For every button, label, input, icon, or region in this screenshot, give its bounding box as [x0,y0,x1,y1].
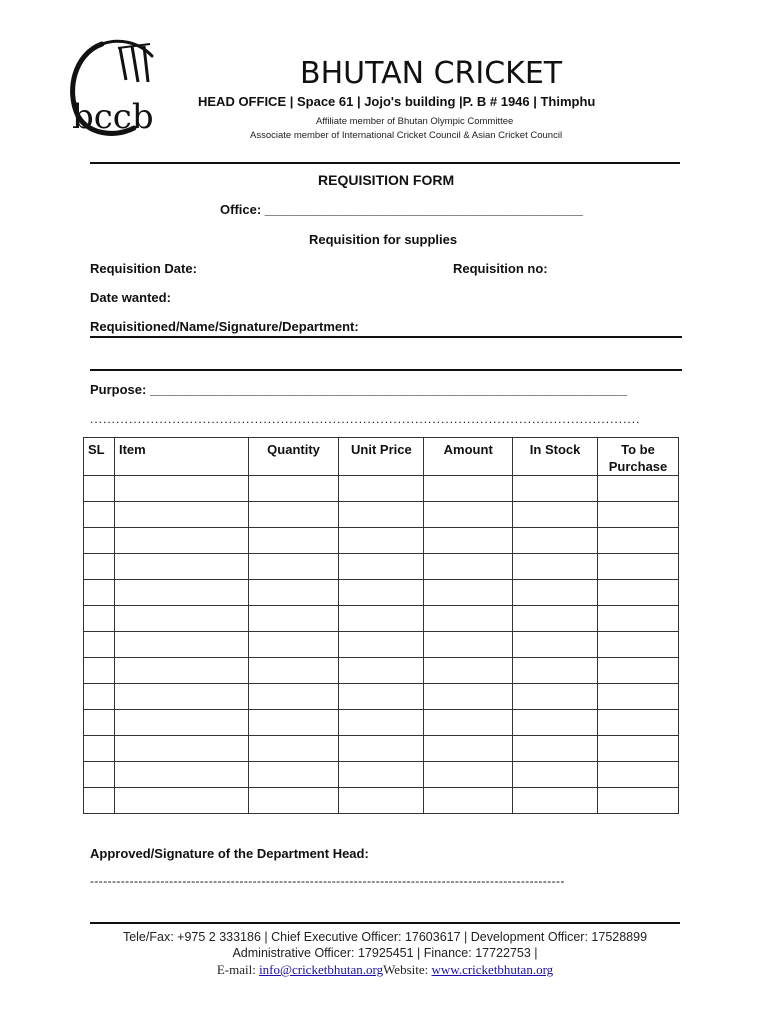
table-cell[interactable] [114,476,248,502]
table-cell[interactable] [424,580,513,606]
table-cell[interactable] [598,580,679,606]
table-row [84,528,679,554]
website-label: Website: [383,962,432,977]
table-cell[interactable] [84,788,115,814]
table-cell[interactable] [598,684,679,710]
table-cell[interactable] [248,684,339,710]
table-cell[interactable] [513,710,598,736]
table-row [84,684,679,710]
table-cell[interactable] [339,476,424,502]
table-cell[interactable] [424,476,513,502]
table-cell[interactable] [84,476,115,502]
table-cell[interactable] [424,710,513,736]
blank-line [90,369,682,371]
table-cell[interactable] [84,762,115,788]
column-header-unit-price: Unit Price [339,438,424,476]
table-cell[interactable] [513,606,598,632]
email-label: E-mail: [216,962,260,977]
email-link[interactable]: info@cricketbhutan.org [259,962,384,977]
table-cell[interactable] [339,502,424,528]
table-cell[interactable] [114,632,248,658]
table-cell[interactable] [424,554,513,580]
table-cell[interactable] [424,658,513,684]
table-cell[interactable] [248,736,339,762]
column-header-to-be-purchase: To be Purchase [598,438,679,476]
table-cell[interactable] [84,710,115,736]
purpose-field: Purpose: __________________________________________________________________ [90,382,628,397]
table-cell[interactable] [339,658,424,684]
table-cell[interactable] [114,736,248,762]
table-row [84,788,679,814]
column-header-in-stock: In Stock [513,438,598,476]
cricket-logo-icon [64,36,164,138]
table-cell[interactable] [424,684,513,710]
table-cell[interactable] [598,502,679,528]
table-cell[interactable] [114,528,248,554]
table-row [84,502,679,528]
table-cell[interactable] [114,580,248,606]
table-cell[interactable] [248,554,339,580]
table-cell[interactable] [84,658,115,684]
table-cell[interactable] [598,528,679,554]
table-cell[interactable] [424,606,513,632]
website-link[interactable]: www.cricketbhutan.org [431,962,554,977]
footer-contact-line [0,962,770,978]
approved-signature-field: Approved/Signature of the Department Head: [90,846,369,861]
table-cell[interactable] [84,606,115,632]
table-cell[interactable] [248,580,339,606]
table-row [84,736,679,762]
table-cell[interactable] [513,684,598,710]
form-subheading: Requisition for supplies [309,232,458,247]
table-cell[interactable] [598,606,679,632]
table-cell[interactable] [598,710,679,736]
table-cell[interactable] [114,606,248,632]
table-cell[interactable] [84,736,115,762]
table-cell[interactable] [424,736,513,762]
table-cell[interactable] [248,528,339,554]
date-wanted-field: Date wanted: [90,290,171,305]
table-cell[interactable] [248,632,339,658]
table-cell[interactable] [248,658,339,684]
header-divider [90,162,680,164]
table-cell[interactable] [339,762,424,788]
table-row [84,658,679,684]
table-cell[interactable] [598,788,679,814]
column-header-amount: Amount [424,438,513,476]
table-cell[interactable] [339,580,424,606]
table-cell[interactable] [114,658,248,684]
table-cell[interactable] [513,528,598,554]
table-cell[interactable] [248,788,339,814]
table-cell[interactable] [248,606,339,632]
column-header-quantity: Quantity [248,438,339,476]
table-row [84,632,679,658]
table-cell[interactable] [598,476,679,502]
table-cell[interactable] [513,736,598,762]
footer-divider [90,922,680,924]
table-cell[interactable] [424,502,513,528]
organization-title: BHUTAN CRICKET [300,56,563,91]
table-cell[interactable] [513,554,598,580]
table-cell[interactable] [84,554,115,580]
requisition-table [83,437,679,814]
table-cell[interactable] [513,476,598,502]
table-cell[interactable] [114,788,248,814]
table-row [84,476,679,502]
table-row [84,710,679,736]
table-cell[interactable] [84,528,115,554]
table-cell[interactable] [114,762,248,788]
table-cell[interactable] [339,684,424,710]
table-cell[interactable] [424,762,513,788]
table-cell[interactable] [114,684,248,710]
dotted-line: ............................................................................................................................... [90,412,641,426]
table-cell[interactable] [513,632,598,658]
table-cell[interactable] [248,502,339,528]
table-cell[interactable] [339,528,424,554]
table-row [84,580,679,606]
table-cell[interactable] [598,736,679,762]
table-cell[interactable] [513,580,598,606]
table-cell[interactable] [84,632,115,658]
table-cell[interactable] [84,502,115,528]
head-office-address: HEAD OFFICE | Space 61 | Jojo's building |P. B # 1946 | Thimphu [198,94,596,109]
requisition-no-field: Requisition no: [453,261,548,276]
table-cell[interactable] [248,476,339,502]
table-cell[interactable] [513,658,598,684]
svg-text:bccb: bccb [72,97,154,137]
table-cell[interactable] [424,788,513,814]
table-cell[interactable] [84,580,115,606]
requisitioned-underline [90,336,682,338]
table-cell[interactable] [424,528,513,554]
table-row [84,554,679,580]
footer-phone-line: Tele/Fax: +975 2 333186 | Chief Executive Officer: 17603617 | Development Officer: 17528899 [122,930,648,944]
requisition-date-field: Requisition Date: [90,261,197,276]
table-cell[interactable] [598,762,679,788]
table-cell[interactable] [339,736,424,762]
table-header-row [84,438,679,476]
table-cell[interactable] [598,554,679,580]
table-cell[interactable] [339,710,424,736]
table-cell[interactable] [114,502,248,528]
table-cell[interactable] [513,502,598,528]
table-cell[interactable] [513,762,598,788]
affiliation-icc: Associate member of International Cricket Council & Asian Cricket Council [250,130,563,141]
bccb-logo [64,36,164,138]
table-cell[interactable] [424,632,513,658]
table-cell[interactable] [84,684,115,710]
office-field: Office: ____________________________________________ [220,202,583,217]
requisitioned-by-field: Requisitioned/Name/Signature/Department: [90,319,359,334]
table-row [84,762,679,788]
table-cell[interactable] [339,788,424,814]
form-heading: REQUISITION FORM [318,172,455,188]
footer-admin-line: Administrative Officer: 17925451 | Finance: 17722753 | [232,946,538,960]
table-cell[interactable] [339,554,424,580]
column-header-item: Item [114,438,248,476]
table-cell[interactable] [114,554,248,580]
table-cell[interactable] [598,632,679,658]
table-cell[interactable] [513,788,598,814]
table-cell[interactable] [248,762,339,788]
table-cell[interactable] [339,606,424,632]
table-cell[interactable] [114,710,248,736]
dashed-line: ------------------------------------------------------------------------------------------------------------ [90,874,565,888]
table-cell[interactable] [598,658,679,684]
affiliation-olympic: Affiliate member of Bhutan Olympic Committee [316,116,514,127]
column-header-sl: SL [84,438,115,476]
table-row [84,606,679,632]
table-cell[interactable] [339,632,424,658]
table-cell[interactable] [248,710,339,736]
